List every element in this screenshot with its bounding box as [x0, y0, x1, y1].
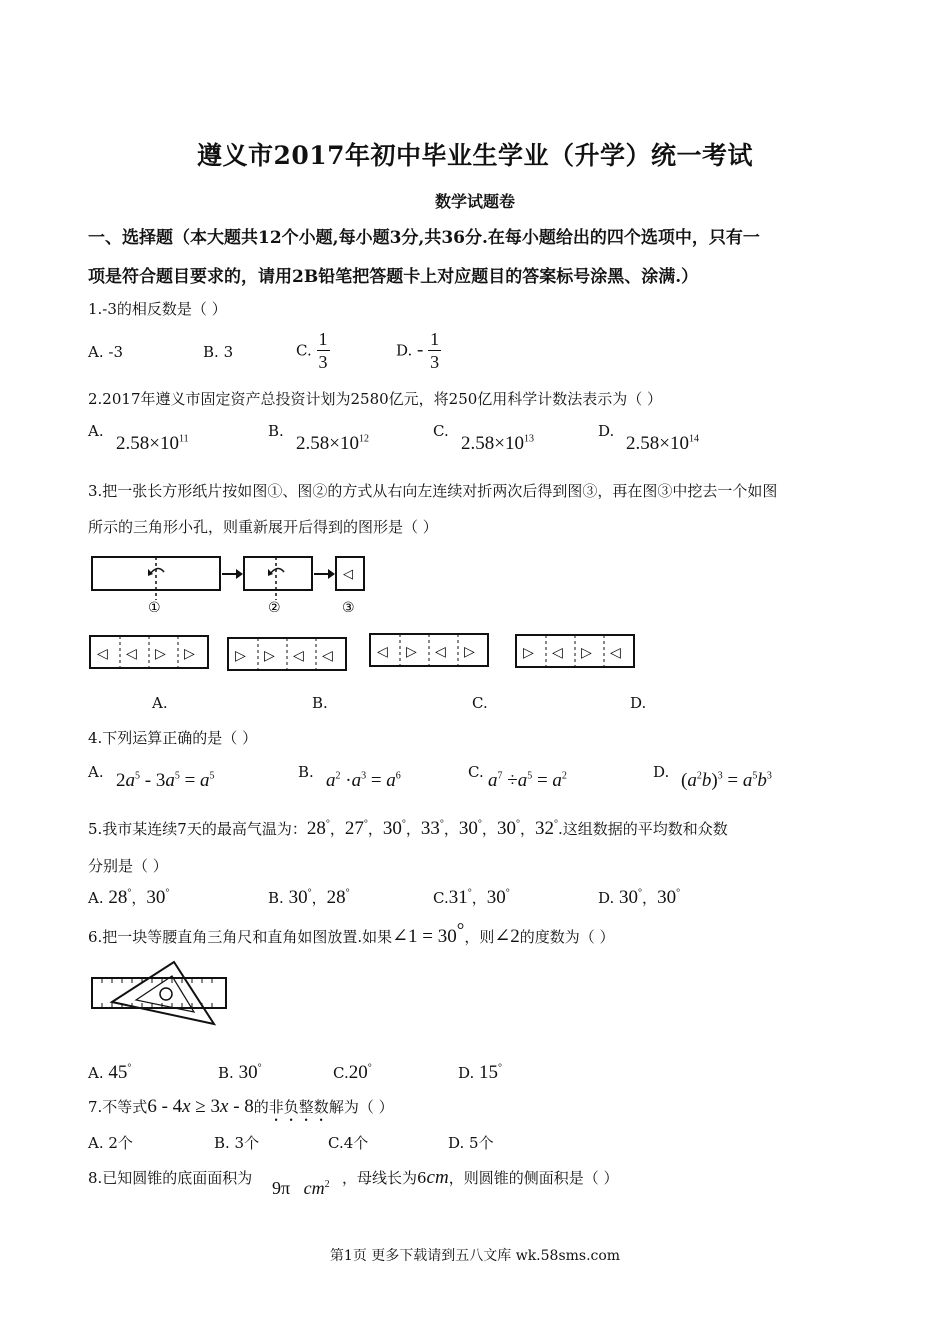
q5-option-d: D. 30°，30°	[598, 887, 681, 908]
mark: ▷	[184, 646, 195, 662]
question-5-line1: 5.我市某连续7天的最高气温为：28°，27°，30°，33°，30°，30°，32°.这组数据的平均数和众数	[88, 818, 728, 839]
q7-option-c: C.4个	[328, 1134, 369, 1152]
q5-option-c: C.31°，30°	[433, 887, 510, 908]
q4-option-a-expr: $2a^5 - 3a^5 = a^5$	[116, 770, 215, 791]
mark: ◁	[552, 645, 563, 661]
mark: ▷	[155, 646, 166, 662]
q6-option-d: D. 15°	[458, 1062, 503, 1083]
page-footer: 第1页 更多下载请到五八文库 wk.58sms.com	[329, 1248, 621, 1264]
page-title: 遵义市2017年初中毕业生学业（升学）统一考试	[196, 141, 754, 170]
question-2-stem: 2.2017年遵义市固定资产总投资计划为2580亿元，将250亿用科学计数法表示为（ ）	[88, 390, 663, 408]
q1-option-d: D. - $\frac{1}{3}$	[396, 329, 440, 372]
fig-label-2: ②	[268, 600, 281, 612]
q6-option-a: A. 45°	[88, 1062, 132, 1083]
mark: ◁	[293, 648, 304, 664]
q4-option-c-label: C.	[468, 763, 484, 781]
section-instructions-line2: 项是符合题目要求的，请用2B铅笔把答题卡上对应题目的答案标号涂黑、涂满.）	[88, 267, 699, 287]
q3-option-c-label: C.	[472, 694, 488, 712]
mark: ◁	[322, 648, 333, 664]
q2-option-c-label: C.	[433, 422, 449, 440]
paper-subtitle: 数学试题卷	[434, 192, 515, 211]
fraction: $\frac{1}{3}$	[430, 329, 440, 372]
folding-diagram	[86, 552, 376, 612]
q2-option-d-value: $2.58\times 10^{14}$	[626, 433, 699, 454]
question-5-line2: 分别是（ ）	[88, 857, 168, 875]
q2-option-c-value: $2.58\times 10^{13}$	[461, 433, 534, 454]
q1-option-b: B. 3	[203, 343, 234, 361]
q2-option-a-label: A.	[88, 422, 104, 440]
q1-option-a: A. -3	[88, 343, 124, 361]
q2-option-a-value: $2.58\times 10^{11}$	[116, 433, 189, 454]
q4-option-c-expr: $a^7 \div a^5 = a^2$	[488, 770, 567, 791]
mark: ▷	[581, 645, 592, 661]
q6-option-b: B. 30°	[218, 1062, 262, 1083]
section-instructions-line1: 一、选择题（本大题共12个小题,每小题3分,共36分.在每小题给出的四个选项中，只有一	[88, 228, 760, 248]
hole-mark: ◁	[343, 567, 353, 582]
q4-option-d-expr: $(a^2b)^3 = a^5b^3$	[681, 770, 772, 791]
q2-option-d-label: D.	[598, 422, 615, 440]
q7-option-a: A. 2个	[88, 1134, 133, 1152]
question-3-line1: 3.把一张长方形纸片按如图①、图②的方式从右向左连续对折两次后得到图③，再在图③中挖去一个如图	[88, 482, 778, 500]
q2-option-b-label: B.	[268, 422, 284, 440]
mark: ▷	[264, 648, 275, 664]
q7-option-b: B. 3个	[214, 1134, 260, 1152]
q2-option-b-value: $2.58\times 10^{12}$	[296, 433, 369, 454]
q3-option-b-label: B.	[312, 694, 328, 712]
question-4-stem: 4.下列运算正确的是（ ）	[88, 729, 258, 747]
fig-label-3: ③	[342, 600, 355, 612]
fig-label-1: ①	[148, 600, 161, 612]
question-7-stem: 7.不等式6 - 4x ≥ 3x - 8的非负整数解为（ ）	[88, 1096, 394, 1117]
q4-option-a-label: A.	[88, 763, 104, 781]
q3-option-d-label: D.	[630, 694, 647, 712]
question-3-line2: 所示的三角形小孔，则重新展开后得到的图形是（ ）	[88, 518, 438, 536]
mark: ▷	[464, 644, 475, 660]
q4-option-b-expr: $a^2 \cdot a^3 = a^6$	[326, 770, 401, 791]
q7-option-d: D. 5个	[448, 1134, 494, 1152]
question-8-stem-start: 8.已知圆锥的底面面积为	[88, 1169, 253, 1187]
q5-option-a: A. 28°，30°	[88, 887, 170, 908]
mark: ◁	[97, 646, 108, 662]
q4-option-b-label: B.	[298, 763, 314, 781]
q3-option-a-label: A.	[152, 694, 168, 712]
answer-strips	[88, 632, 640, 674]
q6-option-c: C.20°	[333, 1062, 372, 1083]
fraction: $\frac{1}{3}$	[318, 329, 328, 372]
q4-option-d-label: D.	[653, 763, 670, 781]
mark: ◁	[377, 644, 388, 660]
question-1-stem: 1.-3的相反数是（ ）	[88, 300, 227, 318]
mark: ▷	[523, 645, 534, 661]
mark: ◁	[610, 645, 621, 661]
q5-option-b: B. 30°，28°	[268, 887, 350, 908]
question-8-stem-mid: ，母线长为6cm，则圆锥的侧面积是（ ）	[342, 1167, 619, 1188]
ruler-triangle-figure	[86, 960, 236, 1028]
q1-option-c: C. $\frac{1}{3}$	[296, 329, 328, 372]
mark: ◁	[126, 646, 137, 662]
mark: ▷	[235, 648, 246, 664]
question-6-stem: 6.把一块等腰直角三角尺和直角如图放置.如果∠1 = 30°，则∠2的度数为（ ）	[88, 920, 615, 947]
mark: ◁	[435, 644, 446, 660]
q8-area-value: 9π $cm^2$	[272, 1178, 330, 1198]
mark: ▷	[406, 644, 417, 660]
